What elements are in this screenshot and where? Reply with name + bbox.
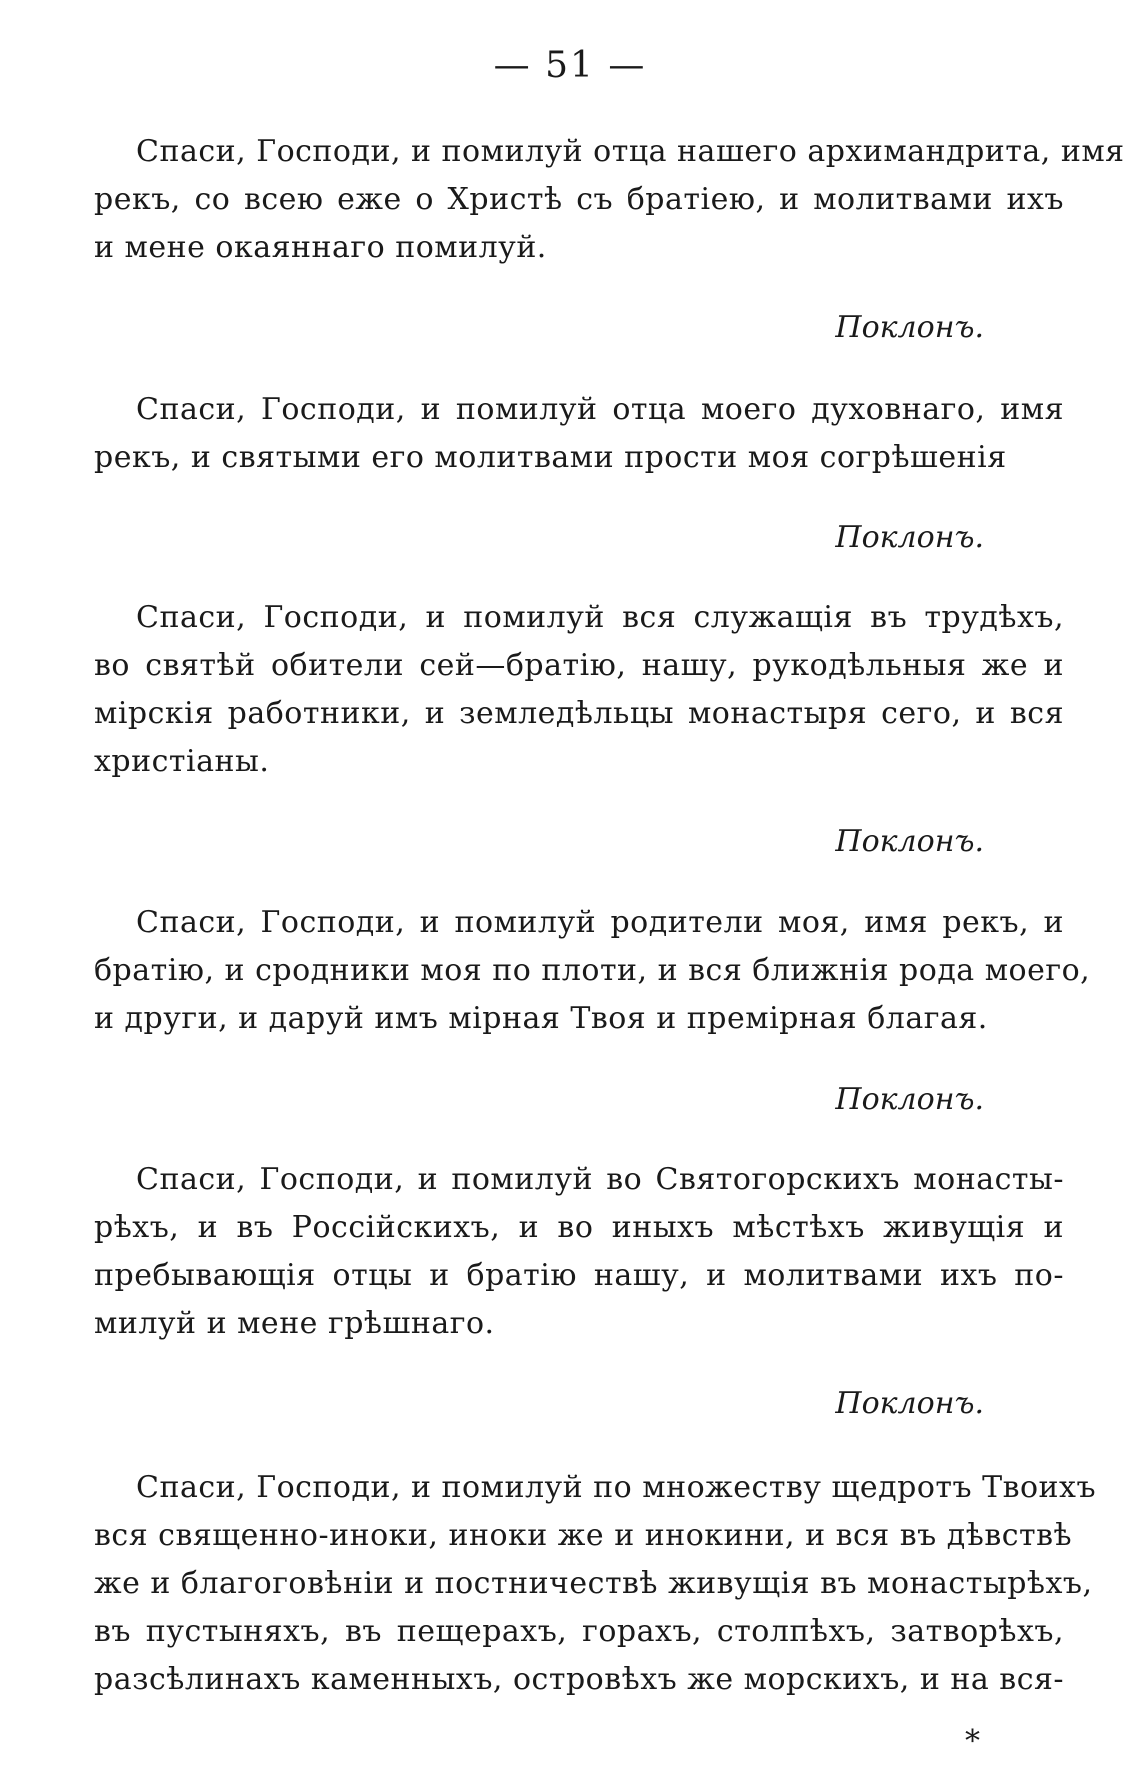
bow-heading-1: Поклонъ.	[835, 310, 984, 345]
bow-heading-5: Поклонъ.	[835, 1386, 984, 1421]
bow-heading-2: Поклонъ.	[835, 520, 984, 555]
paragraph-6-line-1: Спаси, Господи, и помилуй по множеству щедротъ Твоихъ	[136, 1470, 1097, 1505]
paragraph-1-line-3: и мене окаяннаго помилуй.	[94, 230, 547, 265]
bow-heading-4: Поклонъ.	[835, 1082, 984, 1117]
paragraph-6-line-4: въ пустыняхъ, въ пещерахъ, горахъ, столпѣхъ, затворѣхъ,	[94, 1614, 1064, 1649]
paragraph-3-line-1: Спаси, Господи, и помилуй вся служащiя въ трудѣхъ,	[136, 600, 1064, 635]
page-number: — 51 —	[493, 45, 647, 86]
paragraph-6-line-3: же и благоговѣнiи и постничествѣ живущiя въ монастырѣхъ,	[94, 1566, 1093, 1601]
paragraph-5-line-3: пребывающiя отцы и братiю нашу, и молитвами ихъ по-	[94, 1258, 1064, 1293]
paragraph-5-line-2: рѣхъ, и въ Россiйскихъ, и во иныхъ мѣстѣхъ живущiя и	[94, 1210, 1064, 1245]
paragraph-3-line-2: во святѣй обители сей—братiю, нашу, рукодѣльныя же и	[94, 648, 1064, 683]
paragraph-2-line-2: рекъ, и святыми его молитвами прости моя согрѣшенiя	[94, 440, 1007, 475]
paragraph-3-line-3: мiрскiя работники, и земледѣльцы монастыря сего, и вся	[94, 696, 1064, 731]
paragraph-2-line-1: Спаси, Господи, и помилуй отца моего духовнаго, имя	[136, 392, 1064, 427]
paragraph-5-line-4: милуй и мене грѣшнаго.	[94, 1306, 495, 1341]
footer-asterisk: *	[965, 1724, 980, 1759]
paragraph-5-line-1: Спаси, Господи, и помилуй во Святогорскихъ монасты-	[136, 1162, 1064, 1197]
paragraph-4-line-2: братiю, и сродники моя по плоти, и вся ближнiя рода моего,	[94, 953, 1091, 988]
paragraph-6-line-2: вся священно-иноки, иноки же и инокини, и вся въ дѣвствѣ	[94, 1518, 1073, 1553]
paragraph-4-line-1: Спаси, Господи, и помилуй родители моя, имя рекъ, и	[136, 905, 1064, 940]
paragraph-3-line-4: христiаны.	[94, 744, 270, 779]
bow-heading-3: Поклонъ.	[835, 824, 984, 859]
paragraph-1-line-2: рекъ, со всею еже о Христѣ съ братiею, и молитвами ихъ	[94, 182, 1064, 217]
paragraph-6-line-5: разсѣлинахъ каменныхъ, островѣхъ же морскихъ, и на вся-	[94, 1662, 1065, 1697]
paragraph-4-line-3: и други, и даруй имъ мiрная Твоя и премiрная благая.	[94, 1001, 988, 1036]
paragraph-1-line-1: Спаси, Господи, и помилуй отца нашего архимандрита, имя	[136, 134, 1125, 169]
